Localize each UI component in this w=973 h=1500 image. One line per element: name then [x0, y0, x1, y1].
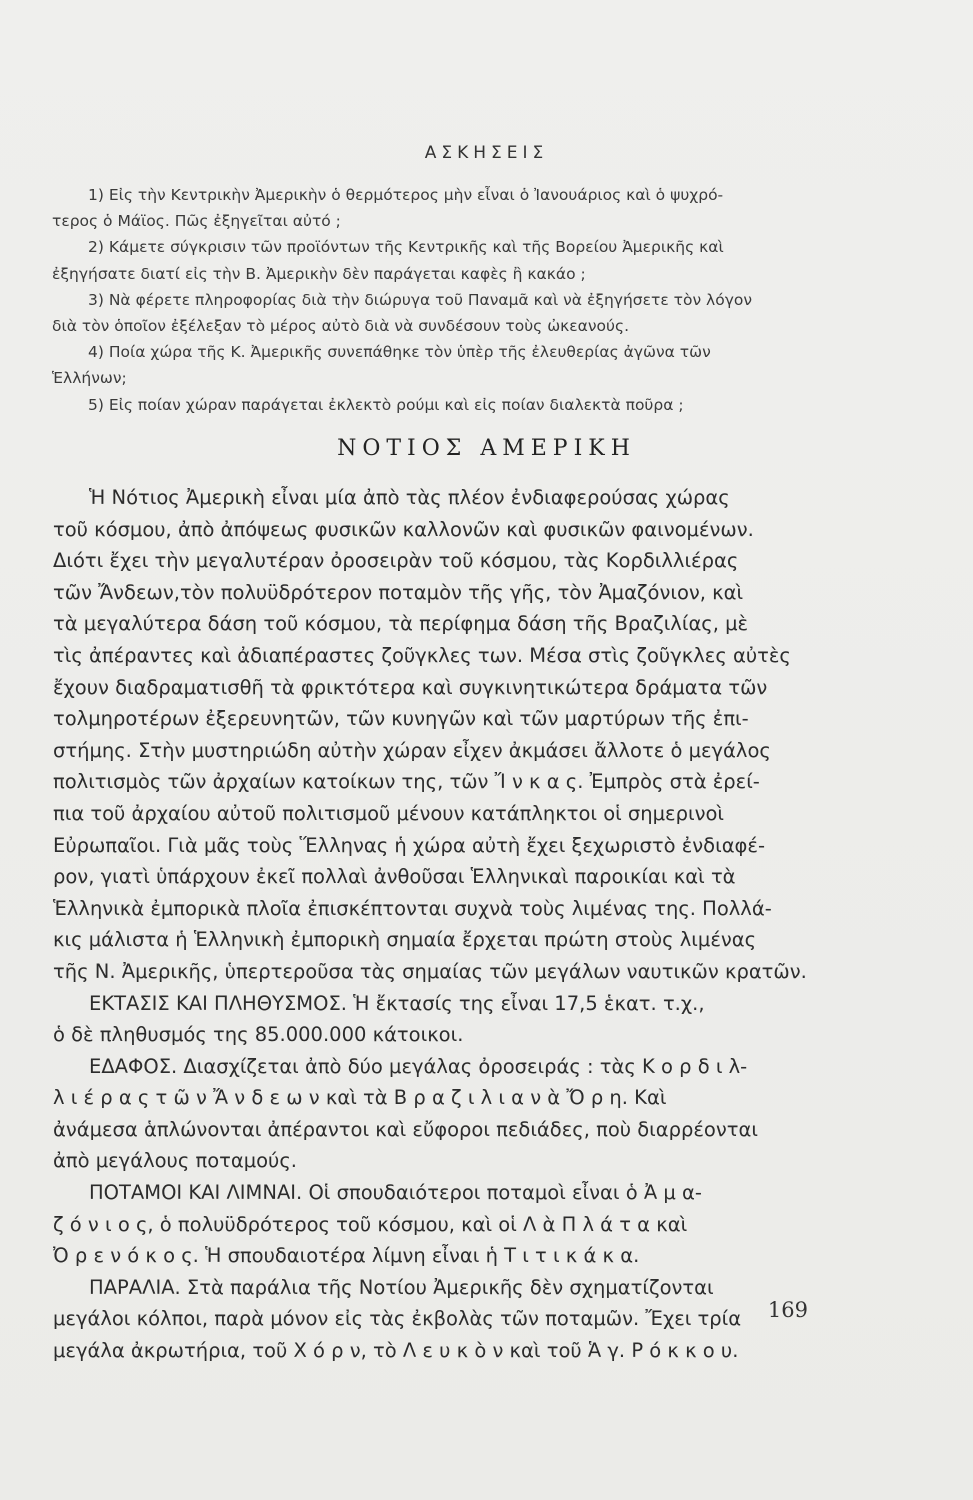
- body-line: ΕΚΤΑΣΙΣ ΚΑΙ ΠΛΗΘΥΣΜΟΣ. Ἡ ἔκτασίς της εἶναι 17,5 ἑκατ. τ.χ.,: [89, 991, 705, 1015]
- exercise-line: 5) Εἰς ποίαν χώραν παράγεται ἐκλεκτὸ ρούμι καὶ εἰς ποίαν διαλεκτὰ ποῦρα ;: [88, 395, 684, 414]
- body-line: στήμης. Στὴν μυστηριώδη αὐτὴν χώραν εἶχεν ἀκμάσει ἄλλοτε ὁ μεγάλος: [53, 738, 771, 762]
- body-line: ζ ό ν ι ο ς, ὁ πολυϋδρότερος τοῦ κόσμου, καὶ οἱ Λ ὰ Π λ ά τ α καὶ: [53, 1212, 688, 1236]
- body-line: μεγάλοι κόλποι, παρὰ μόνον εἰς τὰς ἐκβολὰς τῶν ποταμῶν. Ἔχει τρία: [53, 1307, 742, 1331]
- body-line: πια τοῦ ἀρχαίου αὐτοῦ πολιτισμοῦ μένουν κατάπληκτοι οἱ σημερινοὶ: [53, 801, 724, 825]
- body-line: τῆς Ν. Ἀμερικῆς, ὑπερτεροῦσα τὰς σημαίας τῶν μεγάλων ναυτικῶν κρατῶν.: [53, 959, 807, 983]
- body-line: ἀνάμεσα ἁπλώνονται ἀπέραντοι καὶ εὔφοροι πεδιάδες, ποὺ διαρρέονται: [53, 1117, 758, 1141]
- body-line: ΕΔΑΦΟΣ. Διασχίζεται ἀπὸ δύο μεγάλας ὀροσειράς : τὰς Κ ο ρ δ ι λ-: [89, 1054, 748, 1078]
- exercise-line: Ἑλλήνων;: [52, 369, 127, 388]
- body-line: τὰ μεγαλύτερα δάση τοῦ κόσμου, τὰ περίφημα δάση τῆς Βραζιλίας, μὲ: [53, 612, 749, 636]
- body-line: Εὐρωπαῖοι. Γιὰ μᾶς τοὺς Ἕλληνας ἡ χώρα αὐτὴ ἔχει ξεχωριστὸ ἐνδιαφέ-: [53, 833, 765, 857]
- body-line: μεγάλα ἀκρωτήρια, τοῦ Χ ό ρ ν, τὸ Λ ε υ κ ὸ ν καὶ τοῦ Ἁ γ. Ρ ό κ κ ο υ.: [53, 1339, 739, 1363]
- exercises-list: [52, 182, 797, 418]
- exercise-line: 2) Κάμετε σύγκρισιν τῶν προϊόντων τῆς Κεντρικῆς καὶ τῆς Βορείου Ἀμερικῆς καὶ: [88, 238, 724, 257]
- exercise-line: ἐξηγήσατε διατί εἰς τὴν Β. Ἀμερικὴν δὲν παράγεται καφὲς ἢ κακάο ;: [52, 264, 586, 283]
- section-title: ΝΟΤΙΟΣ ΑΜΕΡΙΚΗ: [337, 436, 636, 461]
- page-number: 169: [767, 1298, 808, 1322]
- body-line: τοῦ κόσμου, ἀπὸ ἀπόψεως φυσικῶν καλλονῶν καὶ φυσικῶν φαινομένων.: [53, 517, 754, 541]
- body-line: ρον, γιατὶ ὑπάρχουν ἐκεῖ πολλαὶ ἀνθοῦσαι Ἑλληνικαὶ παροικίαι καὶ τὰ: [53, 865, 736, 889]
- body-line: Ἑλληνικὰ ἐμπορικὰ πλοῖα ἐπισκέπτονται συχνὰ τοὺς λιμένας της. Πολλά-: [53, 896, 772, 920]
- exercise-line: διὰ τὸν ὁποῖον ἐξέλεξαν τὸ μέρος αὐτὸ διὰ νὰ συνδέσουν τοὺς ὠκεανούς.: [52, 316, 630, 335]
- body-line: ΠΑΡΑΛΙΑ. Στὰ παράλια τῆς Νοτίου Ἀμερικῆς δὲν σχηματίζονται: [89, 1275, 714, 1299]
- body-line: τολμηροτέρων ἐξερευνητῶν, τῶν κυνηγῶν καὶ τῶν μαρτύρων τῆς ἐπι-: [53, 707, 749, 731]
- exercise-line: τερος ὁ Μάϊος. Πῶς ἐξηγεῖται αὐτό ;: [52, 212, 341, 231]
- body-line: ὁ δὲ πληθυσμός της 85.000.000 κάτοικοι.: [53, 1023, 464, 1047]
- body-line: ΠΟΤΑΜΟΙ ΚΑΙ ΛΙΜΝΑΙ. Οἱ σπουδαιότεροι ποταμοὶ εἶναι ὁ Ἀ μ α-: [89, 1181, 702, 1205]
- body-line: τῶν Ἄνδεων,τὸν πολυϋδρότερον ποταμὸν τῆς γῆς, τὸν Ἀμαζόνιον, καὶ: [53, 580, 744, 604]
- body-line: Ὀ ρ ε ν ό κ ο ς. Ἡ σπουδαιοτέρα λίμνη εἶναι ἡ Τ ι τ ι κ ά κ α.: [53, 1244, 640, 1268]
- body-line: ἀπὸ μεγάλους ποταμούς.: [53, 1149, 297, 1173]
- body-line: Ἡ Νότιος Ἀμερικὴ εἶναι μία ἀπὸ τὰς πλέον ἐνδιαφερούσας χώρας: [89, 486, 730, 509]
- body-line: Διότι ἔχει τὴν μεγαλυτέραν ὀροσειρὰν τοῦ κόσμου, τὰς Κορδιλλιέρας: [53, 549, 739, 573]
- exercise-line: 4) Ποία χώρα τῆς Κ. Ἀμερικῆς συνεπάθηκε τὸν ὑπὲρ τῆς ἐλευθερίας ἀγῶνα τῶν: [88, 343, 711, 362]
- exercise-line: 3) Νὰ φέρετε πληροφορίας διὰ τὴν διώρυγα τοῦ Παναμᾶ καὶ νὰ ἐξηγήσετε τὸν λόγον: [88, 290, 753, 309]
- body-line: λ ι έ ρ α ς τ ῶ ν Ἄ ν δ ε ω ν καὶ τὰ Β ρ α ζ ι λ ι α ν ὰ Ὄ ρ η. Καὶ: [53, 1086, 667, 1110]
- body-line: τὶς ἀπέραντες καὶ ἀδιαπέραστες ζοῦγκλες των. Μέσα στὶς ζοῦγκλες αὐτὲς: [53, 643, 791, 667]
- body-line: ἔχουν διαδραματισθῆ τὰ φρικτότερα καὶ συγκινητικώτερα δράματα τῶν: [53, 675, 768, 699]
- exercises-heading: ΑΣΚΗΣΕΙΣ: [424, 143, 549, 163]
- body-line: πολιτισμὸς τῶν ἀρχαίων κατοίκων της, τῶν Ἴ ν κ α ς. Ἐμπρὸς στὰ ἐρεί-: [53, 770, 760, 794]
- body-line: κις μάλιστα ἡ Ἑλληνικὴ ἐμπορικὴ σημαία ἔρχεται πρώτη στοὺς λιμένας: [53, 928, 757, 952]
- exercise-line: 1) Εἰς τὴν Κεντρικὴν Ἀμερικὴν ὁ θερμότερος μὴν εἶναι ὁ Ἰανουάριος καὶ ὁ ψυχρό-: [88, 186, 724, 204]
- body-text: [53, 482, 813, 1367]
